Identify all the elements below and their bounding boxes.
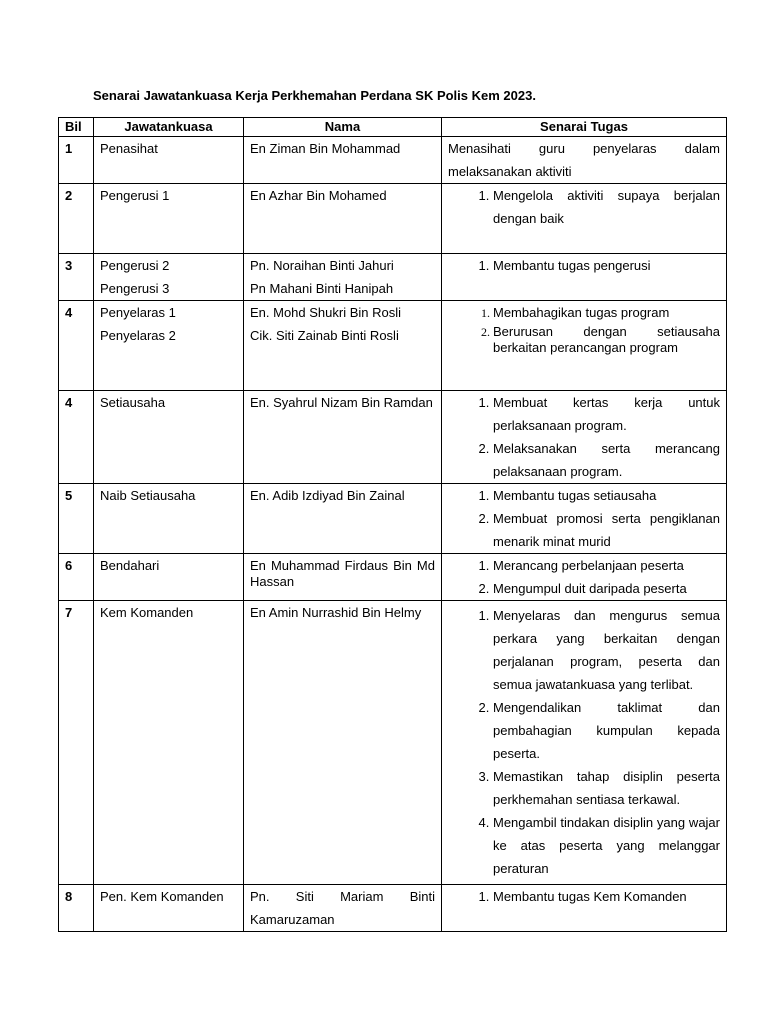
task-list: [448, 391, 720, 483]
task-item: 1. Membahagikan tugas program: [493, 301, 720, 324]
role-cell: [94, 484, 244, 554]
member-name: En Amin Nurrashid Bin Helmy: [250, 605, 422, 620]
task-cell: [442, 301, 727, 391]
member-name: En Azhar Bin Mohamed: [250, 188, 387, 203]
role-cell: [94, 301, 244, 391]
task-item: 1. Membuat kertas kerja untuk perlaksanaan program.: [493, 391, 720, 437]
task-item: 1. Membantu tugas pengerusi: [493, 254, 720, 277]
role-cell: [94, 885, 244, 932]
member-name: En. Mohd Shukri Bin Rosli: [250, 305, 402, 320]
role-cell: [94, 601, 244, 885]
table-row: [59, 137, 727, 184]
header-bil: Bil: [59, 118, 94, 137]
role-cell: [94, 254, 244, 301]
task-item: 1. Menyelaras dan mengurus semua perkara yang berkaitan dengan perjalanan program, peserta dan semua jawatankuasa yang terlibat.: [493, 604, 720, 696]
header-nama: Nama: [244, 118, 442, 137]
task-list: [448, 254, 720, 277]
member-name: En. Syahrul Nizam Bin Ramdan: [250, 395, 433, 410]
table-row: [59, 484, 727, 554]
task-item: 4. Mengambil tindakan disiplin yang wajar ke atas peserta yang melanggar peraturan: [493, 811, 720, 880]
role: Setiausaha: [100, 395, 166, 410]
table-row: [59, 254, 727, 301]
role: Pengerusi 3: [100, 281, 170, 296]
task-text: Menasihati guru penyelaras dalam melaksanakan aktiviti: [448, 141, 720, 179]
task-item: 2. Mengendalikan taklimat dan pembahagian kumpulan kepada peserta.: [493, 696, 720, 765]
header-row: [59, 118, 727, 137]
role: Bendahari: [100, 558, 160, 573]
document-title: Senarai Jawatankuasa Kerja Perkhemahan Perdana SK Polis Kem 2023.: [93, 88, 536, 103]
role-cell: [94, 554, 244, 601]
row-number: 3: [59, 254, 94, 301]
role: Naib Setiausaha: [100, 488, 196, 503]
task-item: 2. Berurusan dengan setiausaha berkaitan perancangan program: [493, 324, 720, 356]
name-cell: [244, 137, 442, 184]
task-item: 2. Melaksanakan serta merancang pelaksanaan program.: [493, 437, 720, 483]
member-name: En Ziman Bin Mohammad: [250, 141, 401, 156]
table-row: [59, 301, 727, 391]
committee-table: [58, 117, 727, 932]
task-item: 1. Membantu tugas Kem Komanden: [493, 885, 720, 908]
member-name: En Muhammad Firdaus Bin Md Hassan: [250, 558, 435, 589]
table-row: [59, 601, 727, 885]
member-name: Pn. Siti Mariam Binti Kamaruzaman: [250, 889, 435, 927]
row-number: 2: [59, 184, 94, 254]
task-item: 1. Membantu tugas setiausaha: [493, 484, 720, 507]
task-list: [448, 601, 720, 880]
task-item: 3. Memastikan tahap disiplin peserta perkhemahan sentiasa terkawal.: [493, 765, 720, 811]
header-senarai-tugas: Senarai Tugas: [442, 118, 727, 137]
row-number: 4: [59, 301, 94, 391]
role: Penasihat: [100, 141, 158, 156]
task-list: [448, 484, 720, 553]
task-item: 2. Membuat promosi serta pengiklanan menarik minat murid: [493, 507, 720, 553]
task-item: 1. Mengelola aktiviti supaya berjalan dengan baik: [493, 184, 720, 230]
task-list: [448, 184, 720, 230]
task-list: [448, 301, 720, 356]
task-item: 1. Merancang perbelanjaan peserta: [493, 554, 720, 577]
role-cell: [94, 184, 244, 254]
task-list: [448, 885, 720, 908]
name-cell: [244, 554, 442, 601]
row-number: 7: [59, 601, 94, 885]
member-name: Pn. Noraihan Binti Jahuri: [250, 258, 394, 273]
role: Pengerusi 2: [100, 258, 170, 273]
role: Penyelaras 2: [100, 328, 176, 343]
row-number: 4: [59, 391, 94, 484]
task-cell: [442, 254, 727, 301]
role-cell: [94, 137, 244, 184]
row-number: 1: [59, 137, 94, 184]
member-name: En. Adib Izdiyad Bin Zainal: [250, 488, 405, 503]
role-cell: [94, 391, 244, 484]
task-cell: [442, 601, 727, 885]
table-row: [59, 885, 727, 932]
name-cell: [244, 601, 442, 885]
name-cell: [244, 885, 442, 932]
member-name: Pn Mahani Binti Hanipah: [250, 281, 394, 296]
member-name: Cik. Siti Zainab Binti Rosli: [250, 328, 399, 343]
table-row: [59, 554, 727, 601]
row-number: 5: [59, 484, 94, 554]
table-row: [59, 184, 727, 254]
name-cell: [244, 254, 442, 301]
name-cell: [244, 391, 442, 484]
role: Kem Komanden: [100, 605, 194, 620]
task-cell: [442, 137, 727, 184]
role: Pen. Kem Komanden: [100, 889, 224, 904]
task-item: 2. Mengumpul duit daripada peserta: [493, 577, 720, 600]
task-list: [448, 554, 720, 600]
row-number: 6: [59, 554, 94, 601]
task-cell: [442, 554, 727, 601]
task-cell: [442, 484, 727, 554]
task-cell: [442, 184, 727, 254]
name-cell: [244, 184, 442, 254]
table-row: [59, 391, 727, 484]
name-cell: [244, 484, 442, 554]
header-jawatankuasa: Jawatankuasa: [94, 118, 244, 137]
task-cell: [442, 885, 727, 932]
role: Pengerusi 1: [100, 188, 170, 203]
row-number: 8: [59, 885, 94, 932]
role: Penyelaras 1: [100, 305, 176, 320]
name-cell: [244, 301, 442, 391]
task-cell: [442, 391, 727, 484]
